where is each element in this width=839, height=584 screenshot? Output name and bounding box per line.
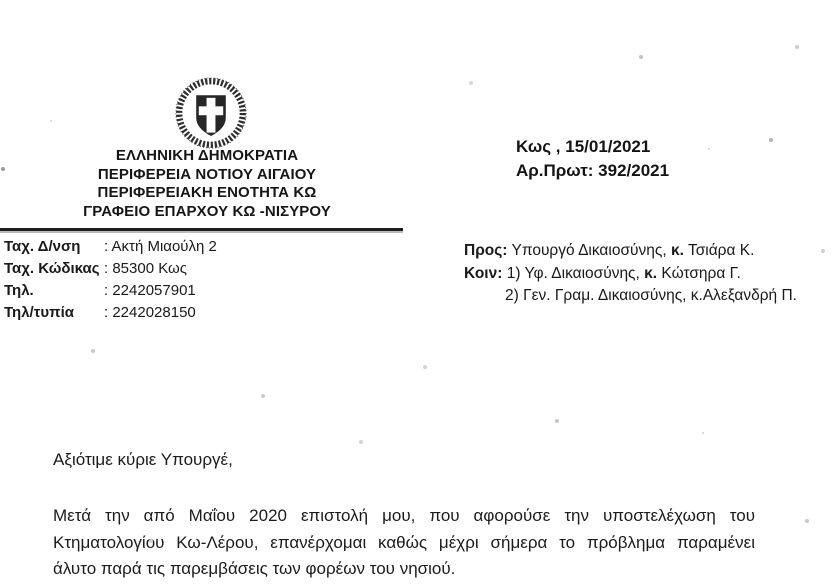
cc-label: Κοιν:: [464, 264, 503, 282]
org-name-block: [37, 147, 377, 221]
greeting: Αξιότιμε κύριε Υπουργέ,: [53, 450, 233, 469]
org-line-region: ΠΕΡΙΦΕΡΕΙΑ ΝΟΤΙΟΥ ΑΙΓΑΙΟΥ: [97, 165, 317, 183]
contact-value: : 85300 Κως: [104, 260, 187, 277]
contact-label: Τηλ/τυπία: [4, 304, 75, 321]
scan-noise-specks: [0, 0, 2, 2]
contact-row-fax: [4, 302, 334, 324]
to-text: Υπουργό Δικαιοσύνης,: [511, 242, 667, 259]
letterhead-divider: [0, 228, 403, 231]
cross-horizontal-bar: [199, 106, 223, 115]
greek-national-emblem-icon: [174, 76, 248, 150]
to-label: Προς:: [464, 242, 508, 259]
body-paragraph: [53, 503, 755, 583]
to-name: Τσιάρα Κ.: [687, 242, 755, 259]
recipients-block: [464, 240, 836, 308]
cc1-text: 1) Υφ. Δικαιοσύνης,: [506, 264, 640, 282]
contact-label: Ταχ. Κώδικας: [4, 260, 100, 277]
contact-label: Τηλ.: [4, 282, 34, 299]
recipient-cc-line-2: 2) Γεν. Γραμ. Δικαιοσύνης, κ.Αλεξανδρή Π.: [505, 287, 797, 304]
contact-block: [4, 236, 334, 324]
contact-label: Ταχ. Δ/νση: [4, 238, 81, 255]
recipient-cc-line-1: [464, 263, 836, 286]
org-line-office: ΓΡΑΦΕΙΟ ΕΠΑΡΧΟΥ ΚΩ -ΝΙΣΥΡΟΥ: [83, 202, 331, 220]
to-k-abbr: κ.: [670, 242, 684, 259]
contact-row-phone: [4, 280, 334, 302]
org-line-republic: ΕΛΛΗΝΙΚΗ ΔΗΜΟΚΡΑΤΙΑ: [115, 147, 299, 164]
contact-value: : 2242057901: [104, 282, 196, 299]
contact-value: : 2242028150: [104, 304, 196, 321]
cc1-name: Κώτσηρα Γ.: [661, 264, 741, 282]
contact-row-postal-code: [4, 258, 334, 280]
paragraph-line: άλυτο παρά τις παρεμβάσεις των φορέων του νησιού.: [53, 559, 456, 578]
cc1-k-abbr: κ.: [644, 264, 658, 282]
contact-value: : Ακτή Μιαούλη 2: [104, 238, 217, 255]
protocol-number: Αρ.Πρωτ: 392/2021: [516, 161, 670, 180]
recipient-to-line: [464, 240, 836, 263]
contact-row-address: [4, 236, 334, 258]
paragraph-line: Κτηματολογίου Κω-Λέρου, επανέρχομαι καθώς μέχρι σήμερα το πρόβλημα παραμένει: [53, 532, 755, 552]
reference-block: [516, 135, 669, 183]
place-date: Κως , 15/01/2021: [516, 137, 651, 156]
paragraph-line: Μετά την από Μαΐου 2020 επιστολή μου, που αφορούσε την υποστελέχωση του: [53, 506, 755, 525]
org-line-regional-unit: ΠΕΡΙΦΕΡΕΙΑΚΗ ΕΝΟΤΗΤΑ ΚΩ: [97, 184, 317, 201]
